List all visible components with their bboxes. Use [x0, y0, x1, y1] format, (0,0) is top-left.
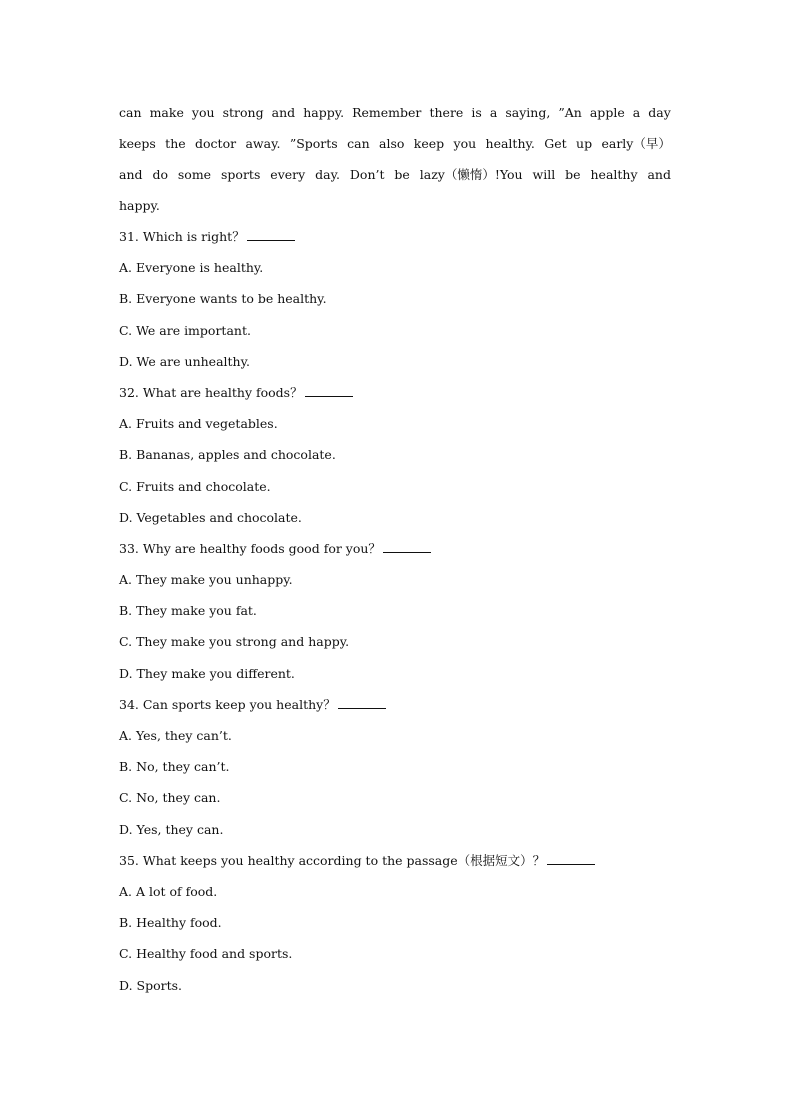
option-d: D. Vegetables and chocolate. [119, 509, 302, 525]
option-a: A. Yes, they can’t. [119, 728, 232, 743]
question-stem [119, 381, 671, 412]
question-32 [119, 381, 671, 537]
passage-word: do [152, 167, 168, 182]
option-d: D. Yes, they can. [119, 821, 224, 837]
passage-word: Don’t [349, 167, 385, 182]
answer-blank[interactable] [247, 226, 295, 241]
passage-word: some [177, 167, 212, 182]
option-c: C. No, they can. [119, 790, 221, 806]
question-text: 33. Why are healthy foods good for you？ [119, 540, 381, 556]
passage-line [119, 163, 671, 194]
passage-word: Get [544, 136, 567, 151]
answer-blank[interactable] [338, 694, 386, 709]
question-33 [119, 537, 671, 693]
option-a: A. Everyone is healthy. [119, 260, 264, 276]
passage-word: strong [222, 105, 264, 120]
option-c: C. Fruits and chocolate. [119, 478, 271, 494]
passage-word: a [632, 105, 641, 120]
passage-line [119, 132, 671, 163]
passage-word: away. [245, 136, 281, 151]
option-a: A. Fruits and vegetables. [119, 416, 278, 432]
passage-word: and [271, 105, 296, 120]
option-d: D. Sports. [119, 977, 183, 993]
passage-word: happy. [119, 198, 160, 213]
passage-word: keep [413, 136, 445, 151]
question-34 [119, 693, 671, 849]
passage-word: lazy（懒惰）!You [419, 167, 523, 182]
passage-word: be [394, 167, 410, 182]
question-31 [119, 225, 671, 381]
passage-word: the [165, 136, 186, 151]
question-text: 35. What keeps you healthy according to the passage（根据短文）？ [119, 852, 546, 868]
option-b: B. They make you fat. [119, 603, 257, 619]
passage-word: apple [589, 105, 625, 120]
option-a: A. They make you unhappy. [119, 572, 293, 588]
passage-word: be [565, 167, 581, 182]
passage-word: will [532, 167, 556, 182]
passage-word: doctor [195, 136, 237, 151]
passage-word: you [453, 136, 477, 151]
passage-word: can [347, 136, 370, 151]
option-c: C. Healthy food and sports. [119, 946, 293, 962]
passage-word: healthy [590, 167, 638, 182]
passage-word: day. [315, 167, 340, 182]
question-text: 31. Which is right？ [119, 229, 245, 244]
question-stem [119, 849, 671, 880]
passage-word: Remember [352, 105, 422, 120]
passage [119, 101, 671, 225]
document-content [119, 101, 671, 1005]
passage-word: ”An [558, 105, 582, 120]
passage-word: and [119, 167, 143, 182]
passage-word: make [149, 105, 184, 120]
question-text: 32. What are healthy foods？ [119, 384, 303, 400]
option-c: C. We are important. [119, 322, 251, 338]
passage-word: up [576, 136, 593, 151]
passage-word: and [647, 167, 671, 182]
passage-word: there [429, 105, 464, 120]
passage-word: early（早） [601, 136, 671, 151]
passage-word: also [379, 136, 405, 151]
passage-word: day [648, 105, 671, 120]
passage-line [119, 194, 671, 225]
passage-word: happy. [303, 105, 345, 120]
option-b: B. No, they can’t. [119, 759, 230, 775]
passage-word: you [191, 105, 215, 120]
answer-blank[interactable] [383, 538, 431, 553]
question-text: 34. Can sports keep you healthy？ [119, 696, 336, 712]
option-a: A. A lot of food. [119, 883, 218, 899]
answer-blank[interactable] [547, 850, 595, 865]
passage-line [119, 101, 671, 132]
passage-word: keeps [119, 136, 156, 151]
option-b: B. Bananas, apples and chocolate. [119, 447, 336, 463]
answer-blank[interactable] [305, 382, 353, 397]
passage-word: a [489, 105, 498, 120]
question-35 [119, 849, 671, 1005]
passage-word: every [270, 167, 306, 182]
question-stem [119, 693, 671, 724]
option-d: D. They make you different. [119, 665, 295, 681]
option-d: D. We are unhealthy. [119, 353, 250, 369]
option-b: B. Healthy food. [119, 915, 222, 931]
passage-word: ”Sports [289, 136, 338, 151]
passage-word: can [119, 105, 142, 120]
question-stem [119, 225, 671, 256]
passage-word: saying, [505, 105, 551, 120]
passage-word: healthy. [485, 136, 535, 151]
option-b: B. Everyone wants to be healthy. [119, 291, 327, 307]
passage-word: is [471, 105, 482, 120]
question-stem [119, 537, 671, 568]
passage-word: sports [221, 167, 261, 182]
option-c: C. They make you strong and happy. [119, 634, 350, 650]
